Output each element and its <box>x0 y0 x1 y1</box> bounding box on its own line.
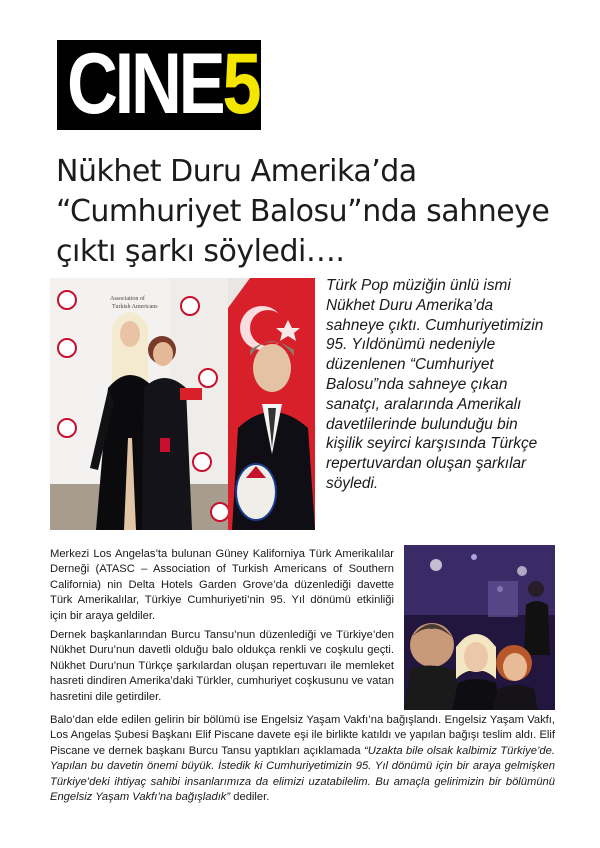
article-intro: Türk Pop müziğin ünlü ismi Nükhet Duru Amerika’da sahneye çıktı. Cumhuriyetimizin 95. Yıldönümü nedeniyle düzenlenen “Cumhuriyet Balosu”nda sahneye çıkan sanatçı, aralarında Amerikalı davetlilerinde bulunduğu bin kişilik seyirci karşısında Türkçe repertuvardan oluşan şarkılar söyledi. <box>326 277 544 492</box>
body-paragraph-2: Dernek başkanlarından Burcu Tansu’nun düzenlediği ve Türkiye’den Nükhet Duru’nun davetli olduğu balo oldukça renkli ve coşkulu geçti. Nükhet Duru’nun Türkçe şarkılardan oluşan repertuvarı ile memleket hasreti dindiren Amerika’daki Türkler, cumhuriyet coşkusunu ve vatan hasretini dile getirdiler. <box>50 629 394 703</box>
svg-text:Turkish Americans: Turkish Americans <box>112 304 158 310</box>
svg-text:Association of: Association of <box>110 296 145 302</box>
body-paragraph-3-quote: “Uzakta bile olsak kalbimiz Türkiye’de. Yapılan bu davetin önemi büyük. İstedik ki Cumhuriyetimizin 95. Yıl dönümü için bir araya gelmişken Türkiye’deki ihtiyaç sahibi insanlarımıza da elimizi uzatabilelim. Bu amaçla gelirimizin bir bölümünü Engelsiz Yaşam Vakfı’na bağışladık” <box>50 744 555 804</box>
body-paragraph-3-tail: dediler. <box>230 791 270 804</box>
article-headline: Nükhet Duru Amerika’da “Cumhuriyet Balosu”nda sahneye çıktı şarkı söyledi…. <box>56 154 550 269</box>
body-paragraph-3-lead: Balo’dan elde edilen gelirin bir bölümü ise Engelsiz Yaşam Vakfı’na bağışlandı. Engelsiz Yaşam Vakfı, Los Angelas Şubesi Başkanı Elif Piscane davete eşi ile birlikte katıldı ve yapılan bağışı teslim aldı. Elif Piscane ve dernek başkanı Burcu Tansu yaptıkları açıklamada <box>50 714 555 757</box>
cine5-logo: CINE5 <box>57 40 261 130</box>
event-photo-celebrities <box>50 278 315 530</box>
event-photo-selfie <box>404 545 555 710</box>
body-paragraph-1: Merkezi Los Angelas’ta bulunan Güney Kaliforniya Türk Amerikalılar Derneği (ATASC – Association of Turkish Americans of Southern California) nin Delta Hotels Garden Grove’da düzenlediği davette Türk Amerikalılar, Türkiye Cumhuriyeti’nin 95. Yıl dönümü etkinliği için bir araya geldiler. <box>50 548 394 622</box>
body-paragraph-3 <box>50 713 555 805</box>
